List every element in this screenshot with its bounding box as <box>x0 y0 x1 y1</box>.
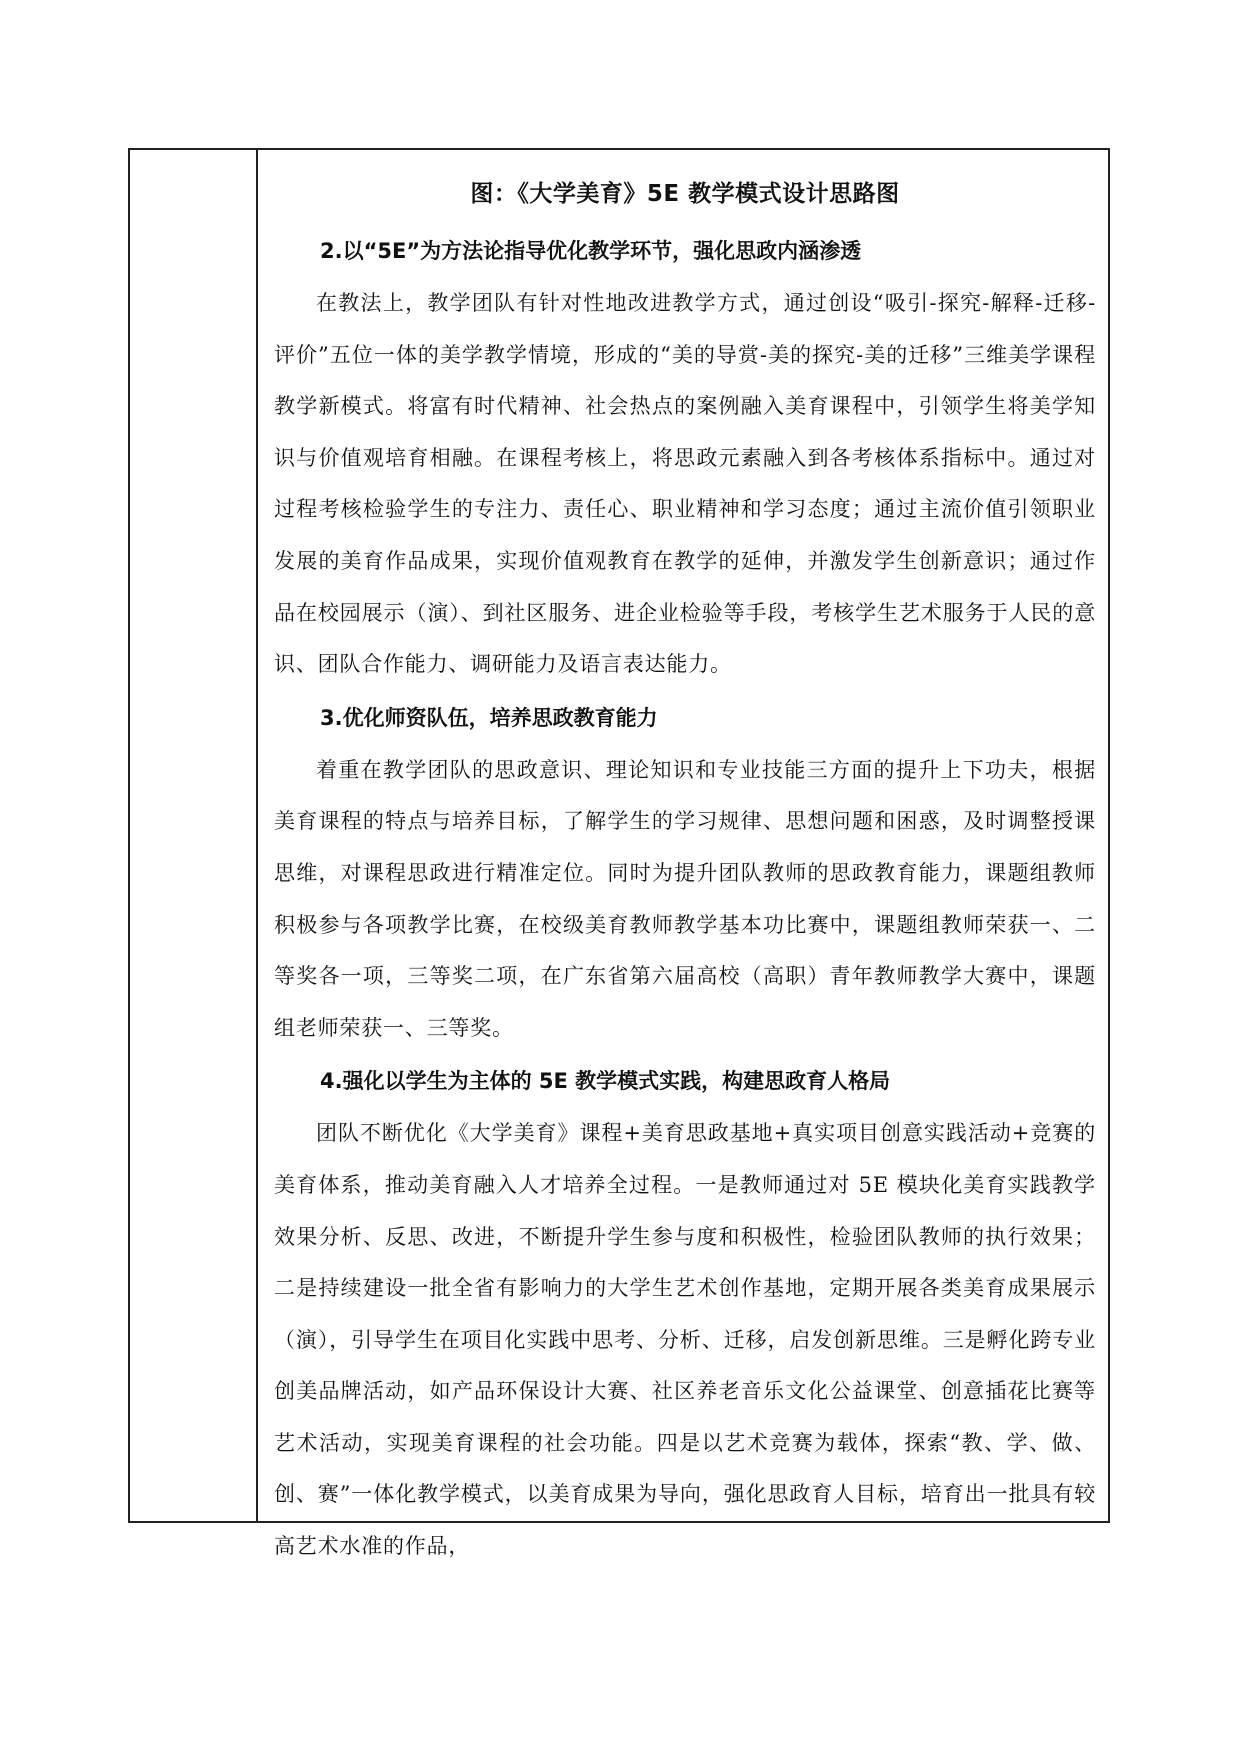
section-paragraph-4: 团队不断优化《大学美育》课程+美育思政基地+真实项目创意实践活动+竞赛的美育体系，推动美育融入人才培养全过程。一是教师通过对 5E 模块化美育实践教学效果分析、反思、改进，不断提升学生参与度和积极性，检验团队教师的执行效果；二是持续建设一批全省有影响力的大学生艺术创作基地，定期开展各类美育成果展示（演），引导学生在项目化实践中思考、分析、迁移，启发创新思维。三是孵化跨专业创美品牌活动，如产品环保设计大赛、社区养老音乐文化公益课堂、创意插花比赛等艺术活动，实现美育课程的社会功能。四是以艺术竞赛为载体，探索“教、学、做、创、赛”一体化教学模式，以美育成果为导向，强化思政育人目标，培育出一批具有较高艺术水准的作品， <box>274 1121 1096 1559</box>
section-heading-2: 2.以“5E”为方法论指导优化教学环节，强化思政内涵渗透 <box>320 239 862 263</box>
section-heading-3: 3.优化师资队伍，培养思政教育能力 <box>320 705 658 730</box>
section-paragraph-2: 在教法上，教学团队有针对性地改进教学方式，通过创设“吸引-探究-解释-迁移-评价”五位一体的美学教学情境，形成的“美的导赏-美的探究-美的迁移”三维美学课程教学新模式。将富有时代精神、社会热点的案例融入美育课程中，引领学生将美学知识与价值观培育相融。在课程考核上，将思政元素融入到各考核体系指标中。通过对过程考核检验学生的专注力、责任心、职业精神和学习态度；通过主流价值引领职业发展的美育作品成果，实现价值观教育在教学的延伸，并激发学生创新意识；通过作品在校园展示（演）、到社区服务、进企业检验等手段，考核学生艺术服务于人民的意识、团队合作能力、调研能力及语言表达能力。 <box>274 291 1096 677</box>
section-paragraph-3: 着重在教学团队的思政意识、理论知识和专业技能三方面的提升上下功夫，根据美育课程的特点与培养目标，了解学生的学习规律、思想问题和困惑，及时调整授课思维，对课程思政进行精准定位。同时为提升团队教师的思政教育能力，课题组教师积极参与各项教学比赛，在校级美育教师教学基本功比赛中，课题组教师荣获一、二等奖各一项，三等奖二项，在广东省第六届高校（高职）青年教师教学大赛中，课题组老师荣获一、三等奖。 <box>274 757 1096 1040</box>
figure-caption: 图：《大学美育》5E 教学模式设计思路图 <box>470 181 900 207</box>
document-table <box>128 148 1110 1559</box>
table-left-cell <box>130 150 258 1521</box>
table-content-cell <box>258 150 1108 1559</box>
section-heading-4: 4.强化以学生为主体的 5E 教学模式实践，构建思政育人格局 <box>320 1069 891 1094</box>
